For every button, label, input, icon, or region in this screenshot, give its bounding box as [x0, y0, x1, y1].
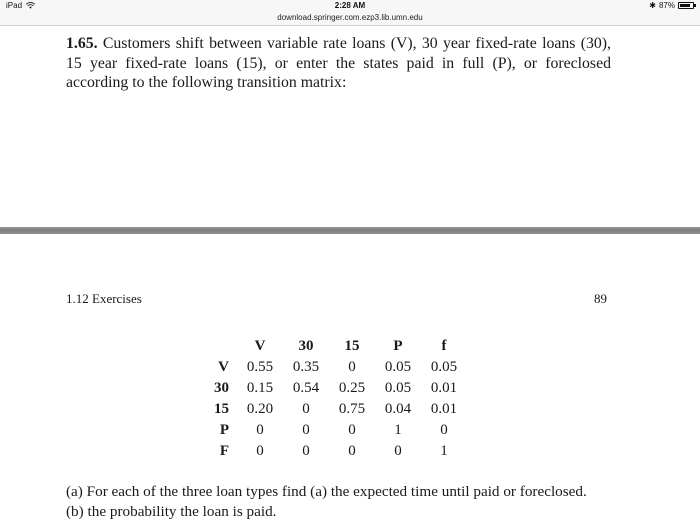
status-time: 2:28 AM — [334, 1, 366, 10]
matrix-cell: 1 — [394, 422, 402, 438]
battery-icon — [678, 2, 694, 9]
problem-statement — [66, 34, 611, 93]
matrix-row-header: F — [219, 443, 229, 459]
status-bar — [0, 0, 700, 12]
running-head: 1.12 Exercises — [66, 291, 142, 306]
bluetooth-icon: ✱ — [649, 0, 656, 10]
battery-fill — [680, 4, 690, 7]
matrix-cell: 0.15 — [246, 380, 274, 396]
document-page-top[interactable] — [0, 26, 700, 227]
matrix-col-header: 15 — [344, 338, 360, 354]
matrix-cell: 0.05 — [384, 359, 412, 375]
matrix-cell: 0 — [302, 443, 310, 459]
matrix-cell: 1 — [440, 443, 448, 459]
matrix-col-header: f — [441, 338, 447, 354]
matrix-header-row — [208, 336, 467, 357]
matrix-row-header: V — [218, 359, 229, 375]
matrix-row-header: P — [219, 422, 229, 438]
matrix-cell: 0.05 — [430, 359, 458, 375]
matrix-cell: 0.25 — [338, 380, 366, 396]
question-b: (b) the probability the loan is paid. — [66, 503, 277, 520]
page-divider — [0, 227, 700, 234]
matrix-cell: 0.04 — [384, 401, 412, 417]
matrix-col-header: 30 — [298, 338, 314, 354]
matrix-cell: 0.35 — [292, 359, 320, 375]
matrix-row — [208, 378, 467, 399]
matrix-row — [208, 441, 467, 462]
matrix-cell: 0.01 — [430, 380, 458, 396]
matrix-cell: 0 — [302, 401, 310, 417]
question-a: (a) For each of the three loan types find (a) the expected time until paid or foreclosed. — [66, 483, 587, 500]
matrix-cell: 0 — [302, 422, 310, 438]
url-bar[interactable]: download.springer.com.ezp3.lib.umn.edu — [0, 12, 700, 26]
status-right — [649, 1, 694, 10]
matrix-cell: 0 — [256, 422, 264, 438]
matrix-row — [208, 399, 467, 420]
matrix-cell: 0.20 — [246, 401, 274, 417]
matrix-row-header: 30 — [214, 380, 229, 396]
matrix-cell: 0 — [348, 443, 356, 459]
matrix-row-header: 15 — [214, 401, 229, 417]
matrix-row — [208, 357, 467, 378]
matrix-cell: 0.75 — [338, 401, 366, 417]
matrix-cell: 0.55 — [246, 359, 274, 375]
question-block — [66, 482, 626, 522]
matrix-corner — [208, 336, 237, 357]
matrix-col-header: P — [393, 338, 403, 354]
document-page-bottom[interactable] — [0, 234, 700, 525]
matrix-cell: 0 — [440, 422, 448, 438]
matrix-cell: 0 — [394, 443, 402, 459]
matrix-cell: 0.05 — [384, 380, 412, 396]
transition-matrix — [208, 336, 467, 462]
page-number: 89 — [594, 291, 607, 306]
matrix-col-header: V — [254, 338, 266, 354]
problem-number: 1.65. — [66, 35, 98, 52]
problem-body: Customers shift between variable rate loans (V), 30 year fixed-rate loans (30), 15 year fixed-rate loans (15), or enter the states paid in full (P), or foreclosed according to the following transition matrix: — [66, 35, 611, 91]
device-label: iPad — [6, 1, 23, 10]
matrix-row — [208, 420, 467, 441]
matrix-cell: 0 — [256, 443, 264, 459]
battery-percent: 87% — [658, 1, 675, 10]
matrix-cell: 0.01 — [430, 401, 458, 417]
matrix-cell: 0 — [348, 359, 356, 375]
matrix-cell: 0 — [348, 422, 356, 438]
matrix-cell: 0.54 — [292, 380, 320, 396]
